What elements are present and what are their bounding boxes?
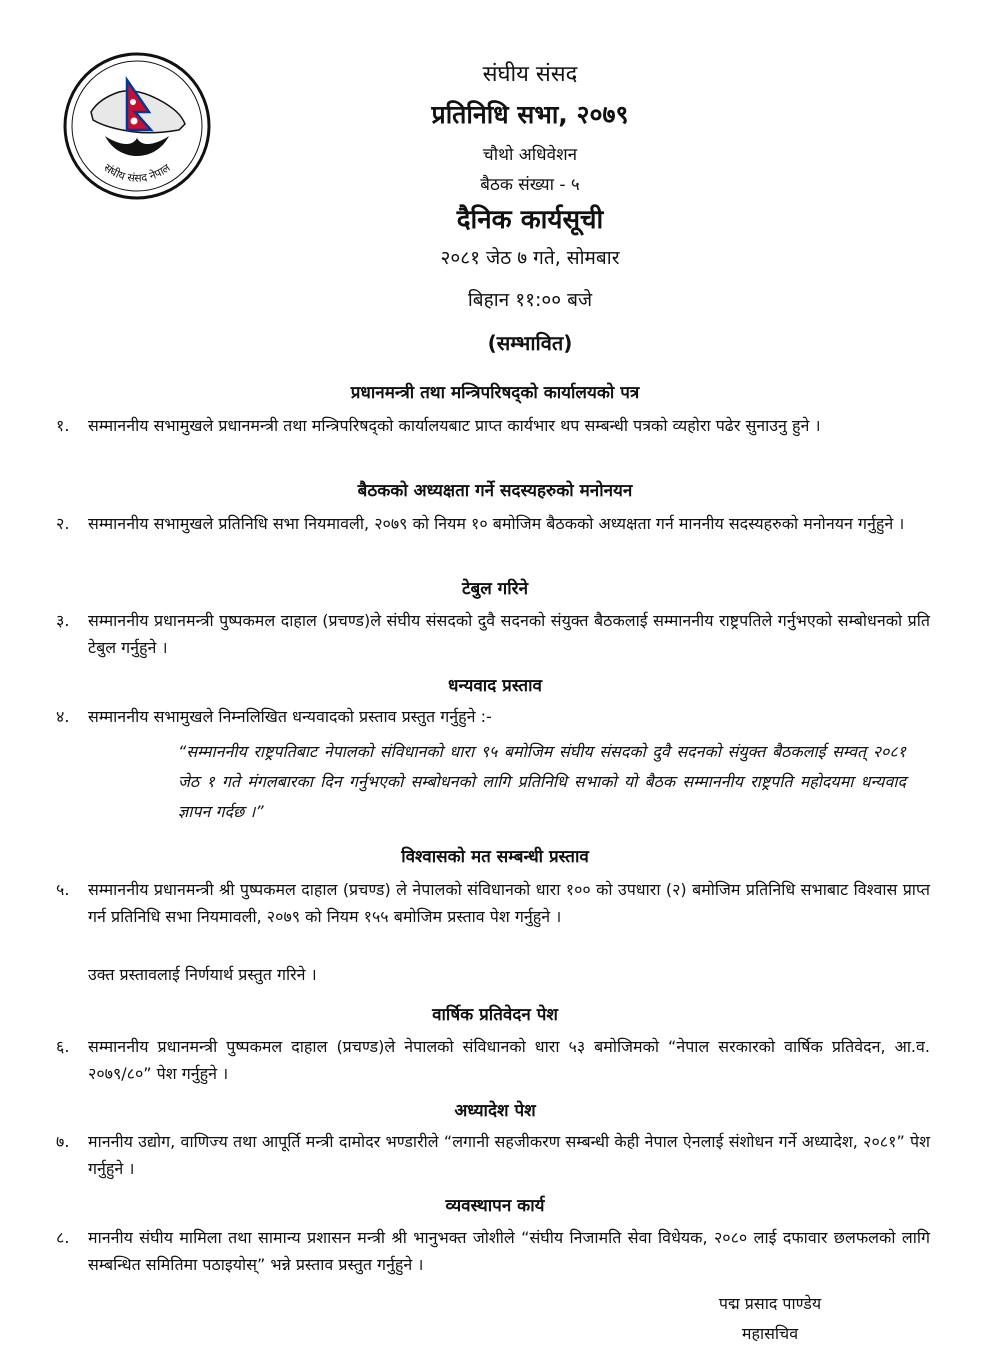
item-text: सम्माननीय प्रधानमन्त्री श्री पुष्पकमल दाहाल (प्रचण्ड) ले नेपालको संविधानको धारा १०० को उपधारा (२) बमोजिम प्रतिनिधि सभाबाट विश्वास प्राप्त गर्न प्रतिनिधि सभा नियमावली, २०७९ को नियम १५५ बमोजिम प्रस्ताव पेश गर्नुहुने । (88, 880, 930, 926)
thanks-motion-quote: “सम्माननीय राष्ट्रपतिबाट नेपालको संविधानको धारा ९५ बमोजिम संघीय संसदको दुवै सदनको संयुक्त बैठकलाई सम्वत् २०८१ जेठ १ गते मंगलबारका दिन गर्नुभएको सम्बोधनको लागि प्रतिनिधि सभाको यो बैठक सम्माननीय राष्ट्रपति महोदयमा धन्यवाद ज्ञापन गर्दछ ।” (178, 742, 906, 821)
section-title: विश्वासको मत सम्बन्धी प्रस्ताव (401, 847, 589, 867)
item-text: सम्माननीय सभामुखले प्रतिनिधि सभा नियमावली, २०७९ को नियम १० बमोजिम बैठकको अध्यक्षता गर्न माननीय सदस्यहरुको मनोनयन गर्नुहुने । (88, 514, 905, 533)
item-number: ३. (56, 611, 70, 630)
item-text: सम्माननीय प्रधानमन्त्री पुष्पकमल दाहाल (प्रचण्ड)ले संघीय संसदको दुवै सदनको संयुक्त बैठकलाई सम्माननीय राष्ट्रपतिले गर्नुभएको सम्बोधनको प्रति टेबुल गर्नुहुने । (88, 611, 930, 657)
agenda-item (56, 1224, 930, 1278)
section-title: धन्यवाद प्रस्ताव (448, 676, 542, 696)
item-number: ५. (56, 880, 70, 899)
session-label: चौथो अधिवेशन (482, 145, 578, 165)
section-title: प्रधानमन्त्री तथा मन्त्रिपरिषद्को कार्यालयको पत्र (350, 383, 640, 403)
meeting-time: बिहान ११:०० बजे (467, 289, 593, 311)
item-number: १. (56, 416, 70, 435)
agenda-item (56, 607, 930, 661)
section-title: वार्षिक प्रतिवेदन पेश (432, 1005, 558, 1025)
signatory-name: पद्म प्रसाद पाण्डेय (718, 1294, 822, 1313)
logo-text: संघीय संसद नेपाल (101, 161, 173, 185)
parliament-name: संघीय संसद (482, 62, 578, 87)
section-title: बैठकको अध्यक्षता गर्ने सदस्यहरुको मनोनयन (357, 481, 633, 501)
item-text: माननीय संघीय मामिला तथा सामान्य प्रशासन मन्त्री श्री भानुभक्त जोशीले “संघीय निजामति सेवा विधेयक, २०८० लाई दफावार छलफलको लागि सम्बन्धित समितिमा पठाइयोस्” भन्ने प्रस्ताव प्रस्तुत गर्नुहुने । (88, 1228, 930, 1274)
agenda-item (56, 876, 930, 930)
agenda-item (56, 1033, 930, 1087)
tentative-label: (सम्भावित) (487, 331, 573, 355)
item-number: ७. (56, 1132, 70, 1151)
parliament-emblem-icon (63, 52, 211, 200)
house-title: प्रतिनिधि सभा, २०७९ (431, 100, 629, 129)
section-title: अध्यादेश पेश (454, 1101, 536, 1121)
section-title: व्यवस्थापन कार्य (445, 1196, 545, 1216)
agenda-title: दैनिक कार्यसूची (456, 205, 604, 235)
item-text: सम्माननीय सभामुखले निम्नलिखित धन्यवादको प्रस्ताव प्रस्तुत गर्नुहुने :- (88, 707, 492, 726)
meeting-date: २०८१ जेठ ७ गते, सोमबार (440, 247, 620, 269)
item-text: सम्माननीय प्रधानमन्त्री पुष्पकमल दाहाल (प्रचण्ड)ले नेपालको संविधानको धारा ५३ बमोजिमको “नेपाल सरकारको वार्षिक प्रतिवेदन, आ.व. २०७९/८०” पेश गर्नुहुने । (88, 1037, 930, 1083)
item-number: २. (56, 514, 70, 533)
agenda-item (56, 703, 930, 730)
section-title: टेबुल गरिने (461, 579, 529, 599)
agenda-item (56, 1128, 930, 1182)
item-number: ८. (56, 1228, 70, 1247)
item-text: माननीय उद्योग, वाणिज्य तथा आपूर्ति मन्त्री दामोदर भण्डारीले “लगानी सहजीकरण सम्बन्धी केही नेपाल ऐनलाई संशोधन गर्ने अध्यादेश, २०८१” पेश गर्नुहुने । (88, 1132, 930, 1178)
agenda-item (56, 510, 930, 537)
agenda-item (56, 412, 930, 439)
meeting-number: बैठक संख्या - ५ (480, 175, 580, 195)
item-number: ६. (56, 1037, 70, 1056)
signatory-title: महासचिव (741, 1324, 799, 1343)
item-text: सम्माननीय सभामुखले प्रधानमन्त्री तथा मन्त्रिपरिषद्को कार्यालयबाट प्राप्त कार्यभार थप सम्बन्धी पत्रको व्यहोरा पढेर सुनाउनु हुने । (88, 416, 821, 435)
decision-note: उक्त प्रस्तावलाई निर्णयार्थ प्रस्तुत गरिने । (88, 965, 317, 984)
item-number: ४. (56, 707, 70, 726)
